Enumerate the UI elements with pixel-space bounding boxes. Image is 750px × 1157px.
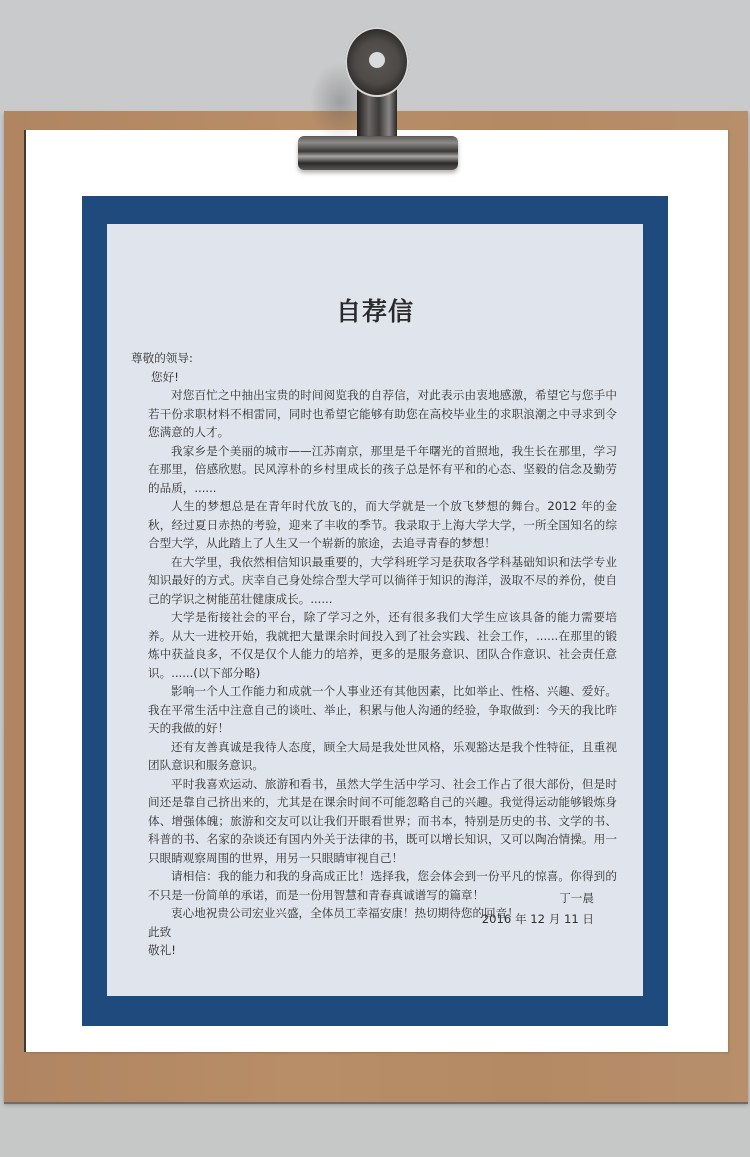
clip-hole bbox=[369, 52, 385, 68]
paragraph: 我家乡是个美丽的城市——江苏南京，那里是千年曙光的首照地，我生长在那里，学习在那里，倍感欣慰。民风淳朴的乡村里成长的孩子总是怀有平和的心态、坚毅的信念及勤劳的品质，...... bbox=[148, 443, 617, 495]
paragraph: 请相信：我的能力和我的身高成正比！选择我，您会体会到一份平凡的惊喜。你得到的不只是一份简单的承诺，而是一份用智慧和青春真诚谱写的篇章！ bbox=[148, 869, 617, 902]
greeting: 您好! bbox=[151, 369, 179, 384]
paragraph: 在大学里，我依然相信知识最重要的，大学科班学习是获取各学科基础知识和法学专业知识最好的方式。庆幸自己身处综合型大学可以徜徉于知识的海洋，汲取不尽的养份，使自己的学识之树能茁壮健康成长。...... bbox=[148, 554, 617, 606]
paragraph: 对您百忙之中抽出宝贵的时间阅览我的自荐信，对此表示由衷地感激，希望它与您手中若干份求职材料不相雷同，同时也希望它能够有助您在高校毕业生的求职浪潮之中寻求到令您满意的人才。 bbox=[148, 388, 617, 439]
paragraph: 影响一个人工作能力和成就一个人事业还有其他因素，比如举止、性格、兴趣、爱好。我在平常生活中注意自己的谈吐、举止，积累与他人沟通的经验，争取做到：今天的我比昨天的我做的好！ bbox=[148, 684, 617, 735]
letter-body bbox=[131, 349, 617, 960]
signature-name: 丁一晨 bbox=[559, 891, 594, 905]
salutation: 尊敬的领导: bbox=[131, 351, 193, 365]
paragraph: 平时我喜欢运动、旅游和看书，虽然大学生活中学习、社会工作占了很大部份，但是时间还是靠自己挤出来的，尤其是在课余时间不可能忽略自己的兴趣。我觉得运动能够锻炼身体、增强体魄；旅游和交友可以让我们开眼看世界；而书本，特别是历史的书、文学的书、科普的书、名家的杂谈还有国内外关于法律的书，既可以增长知识，又可以陶冶情操。用一只眼睛观察周围的世界，用另一只眼睛审视自己！ bbox=[148, 776, 617, 865]
clip-bar bbox=[298, 136, 458, 170]
paragraph: 衷心地祝贵公司宏业兴盛，全体员工幸福安康！热切期待您的回音！ bbox=[171, 906, 519, 920]
closing-line-1: 此致 bbox=[148, 924, 172, 939]
paragraph: 还有友善真诚是我待人态度，顾全大局是我处世风格，乐观豁达是我个性特征，且重视团队意识和服务意识。 bbox=[148, 739, 617, 772]
paragraph: 人生的梦想总是在青年时代放飞的，而大学就是一个放飞梦想的舞台。2012 年的金秋，经过夏日赤热的考验，迎来了丰收的季节。我录取于上海大学大学，一所全国知名的综合型大学，从此踏上了人生又一个崭新的旅途，去追寻青春的梦想！ bbox=[148, 499, 617, 550]
signature-block bbox=[482, 888, 594, 930]
binder-clip-icon bbox=[290, 22, 465, 172]
paragraph: 大学是衔接社会的平台，除了学习之外，还有很多我们大学生应该具备的能力需要培养。从大一进校开始，我就把大量课余时间投入到了社会实践、社会工作，......在那里的锻炼中获益良多，不仅是仅个人能力的培养，更多的是服务意识、团队合作意识、社会责任意识。......(以下部分略) bbox=[148, 610, 617, 680]
page-title: 自荐信 bbox=[335, 297, 414, 326]
signature-date: 2016 年 12 月 11 日 bbox=[481, 912, 594, 926]
closing-line-2: 敬礼! bbox=[148, 943, 176, 957]
